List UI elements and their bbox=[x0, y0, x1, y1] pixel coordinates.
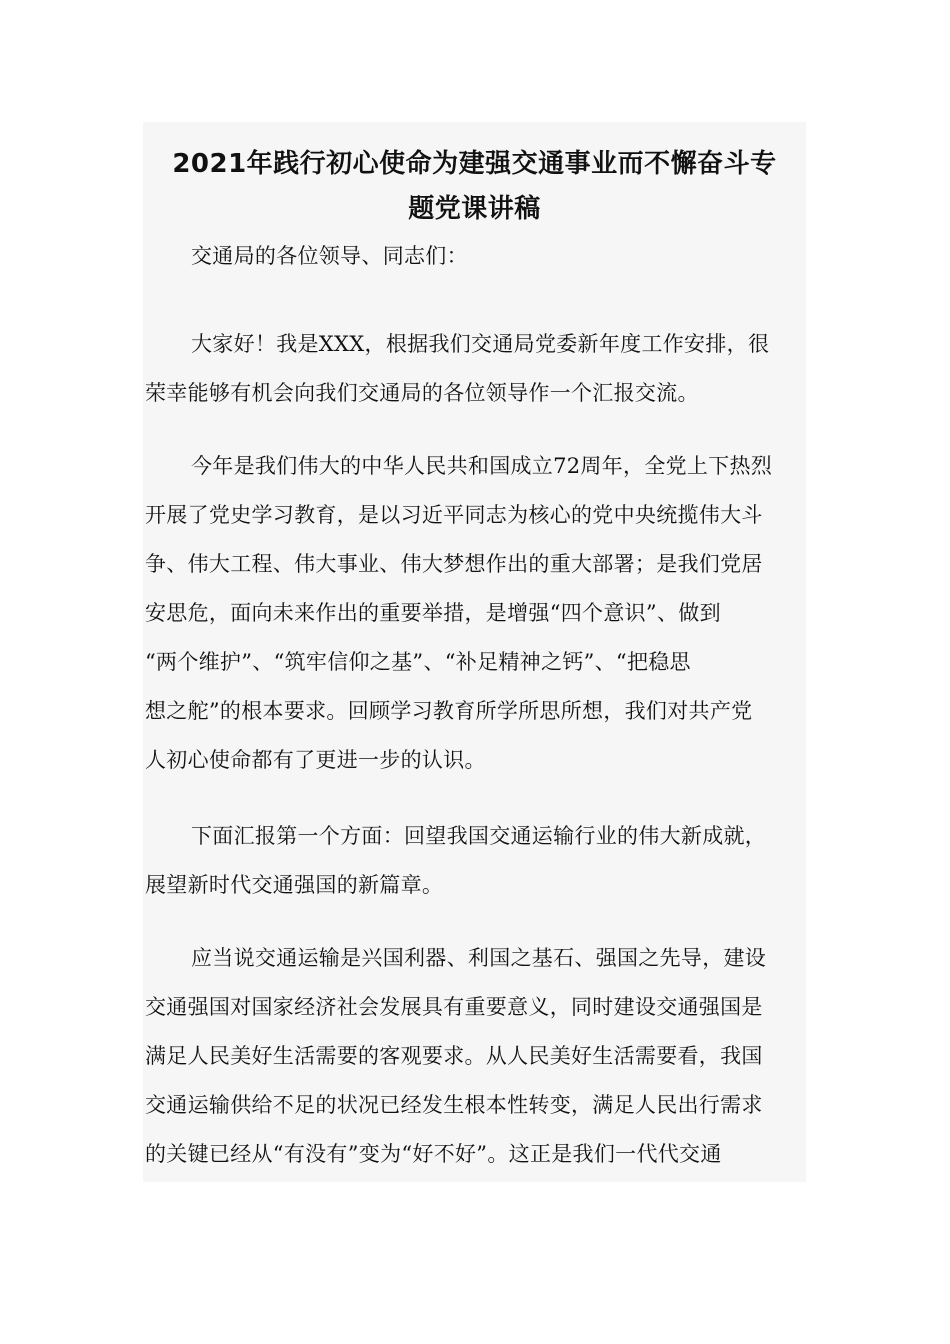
paragraph-line: 开展了党史学习教育，是以习近平同志为核心的党中央统揽伟大斗 bbox=[145, 503, 763, 527]
document-title bbox=[143, 142, 806, 232]
paragraph-line: 交通局的各位领导、同志们： bbox=[191, 244, 468, 268]
paragraph-line: 下面汇报第一个方面：回望我国交通运输行业的伟大新成就， bbox=[191, 824, 767, 848]
paragraph-line: 争、伟大工程、伟大事业、伟大梦想作出的重大部署；是我们党居 bbox=[145, 552, 763, 576]
title-line: 2021年践行初心使命为建强交通事业而不懈奋斗专 bbox=[172, 149, 777, 179]
greeting-paragraph bbox=[145, 320, 805, 418]
paragraph-line: 的关键已经从“有没有”变为“好不好”。这正是我们一代代交通 bbox=[145, 1142, 722, 1166]
paragraph-line: 交通强国对国家经济社会发展具有重要意义，同时建设交通强国是 bbox=[145, 995, 763, 1019]
paragraph-line: 满足人民美好生活需要的客观要求。从人民美好生活需要看，我国 bbox=[145, 1044, 763, 1068]
body-paragraph bbox=[145, 442, 805, 785]
paragraph-line: 安思危，面向未来作出的重要举措，是增强“四个意识”、做到 bbox=[145, 601, 721, 625]
body-paragraph bbox=[145, 934, 805, 1179]
paragraph-line: 今年是我们伟大的中华人民共和国成立72周年，全党上下热烈 bbox=[191, 454, 773, 478]
salutation-paragraph bbox=[145, 232, 805, 281]
paragraph-line: “两个维护”、“筑牢信仰之基”、“补足精神之钙”、“把稳思 bbox=[145, 650, 691, 674]
paragraph-line: 展望新时代交通强国的新篇章。 bbox=[145, 873, 444, 897]
paragraph-line: 人初心使命都有了更进一步的认识。 bbox=[145, 748, 486, 772]
paragraph-line: 交通运输供给不足的状况已经发生根本性转变，满足人民出行需求 bbox=[145, 1093, 763, 1117]
paragraph-line: 荣幸能够有机会向我们交通局的各位领导作一个汇报交流。 bbox=[145, 381, 699, 405]
paragraph-line: 大家好！我是XXX，根据我们交通局党委新年度工作安排，很 bbox=[191, 332, 770, 356]
title-line: 题党课讲稿 bbox=[408, 194, 541, 224]
paragraph-line: 应当说交通运输是兴国利器、利国之基石、强国之先导，建设 bbox=[191, 946, 767, 970]
paragraph-line: 想之舵”的根本要求。回顾学习教育所学所思所想，我们对共产党 bbox=[145, 699, 753, 723]
document-page bbox=[143, 122, 806, 1182]
section-intro-paragraph bbox=[145, 812, 805, 910]
